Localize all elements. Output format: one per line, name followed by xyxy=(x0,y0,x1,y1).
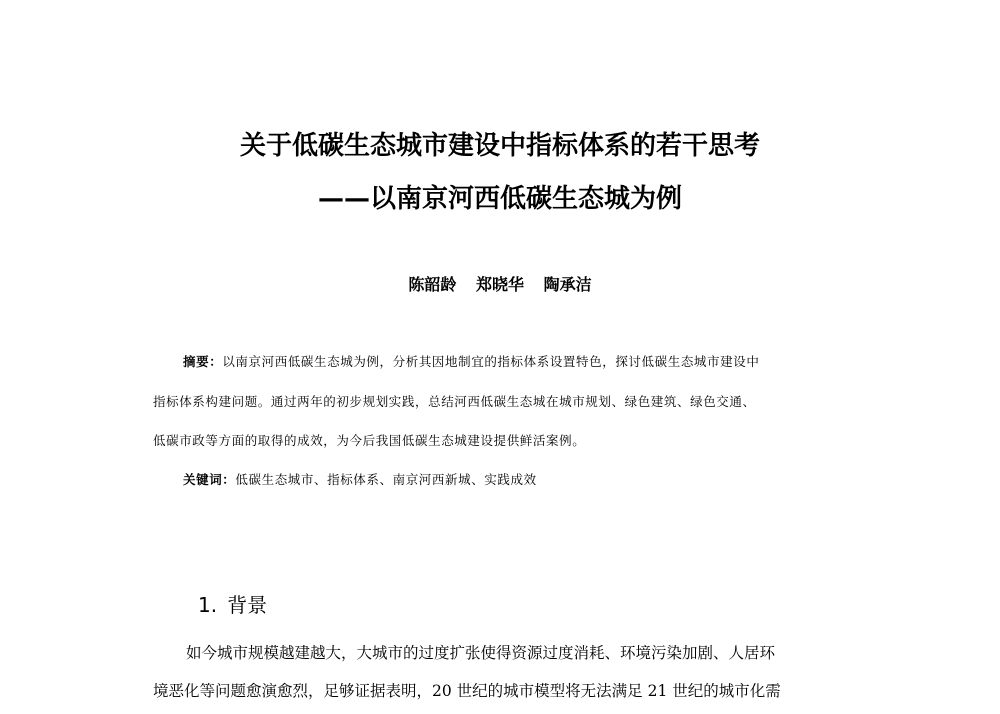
paper-title: 关于低碳生态城市建设中指标体系的若干思考 xyxy=(239,131,760,161)
author-name: 陈韶龄 xyxy=(408,275,457,294)
abstract-line: 低碳市政等方面的取得的成效，为今后我国低碳生态城建设提供鲜活案例。 xyxy=(153,433,586,448)
author-name: 陶承洁 xyxy=(543,275,592,294)
abstract-label: 摘要： xyxy=(183,354,223,369)
section-heading xyxy=(198,592,267,618)
abstract-text: 以南京河西低碳生态城为例，分析其因地制宜的指标体系设置特色，探讨低碳生态城市建设中 xyxy=(222,354,760,369)
abstract-line xyxy=(183,353,883,371)
keywords-text: 低碳生态城市、指标体系、南京河西新城、实践成效 xyxy=(235,472,537,487)
author-name: 郑晓华 xyxy=(475,275,524,294)
abstract-line: 指标体系构建问题。通过两年的初步规划实践，总结河西低碳生态城在城市规划、绿色建筑、绿色交通、 xyxy=(153,394,756,409)
body-paragraph-line: 如今城市规模越建越大，大城市的过度扩张使得资源过度消耗、环境污染加剧、人居环 xyxy=(186,644,776,662)
keywords-label: 关键词： xyxy=(183,472,236,487)
paper-subtitle: ——以南京河西低碳生态城为例 xyxy=(317,184,682,214)
section-title: 背景 xyxy=(227,593,268,617)
section-number: 1. xyxy=(198,593,218,617)
keywords-line xyxy=(183,471,883,489)
body-paragraph-line: 境恶化等问题愈演愈烈，足够证据表明，20 世纪的城市模型将无法满足 21 世纪的城市化需 xyxy=(153,682,781,700)
author-list xyxy=(0,275,1000,295)
